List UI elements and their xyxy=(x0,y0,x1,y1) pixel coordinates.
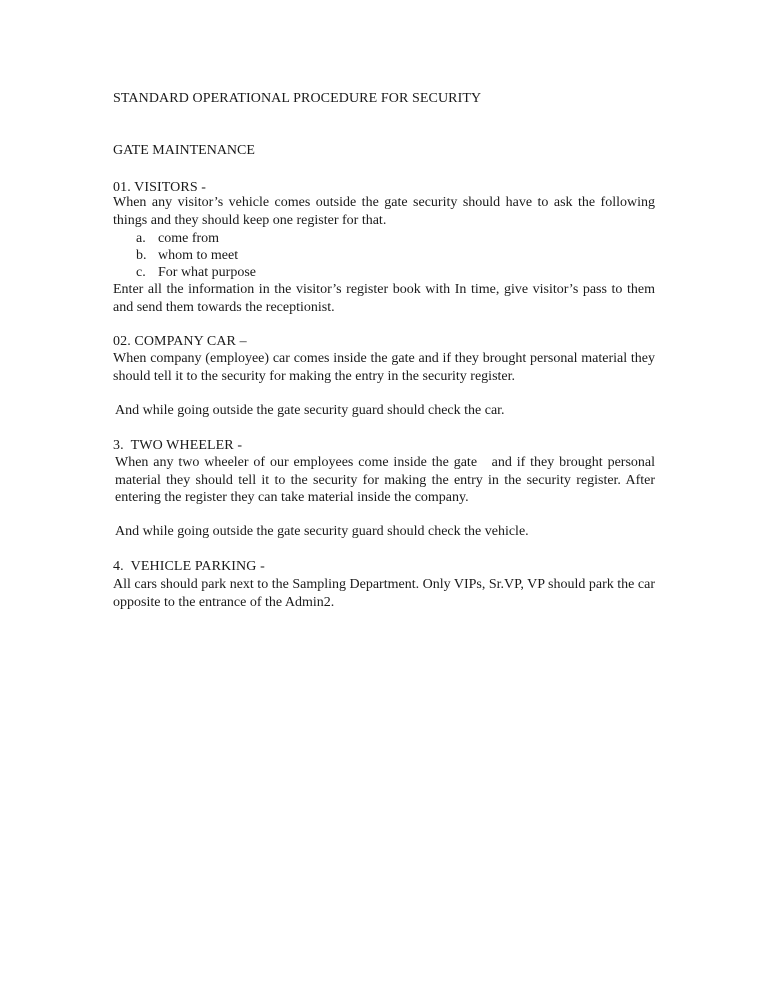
list-item xyxy=(136,247,678,264)
company-car-heading: 02. COMPANY CAR – xyxy=(113,334,247,349)
visitors-question-list xyxy=(113,230,678,281)
list-item xyxy=(136,264,678,281)
two-wheeler-heading: 3. TWO WHEELER - xyxy=(113,438,243,453)
list-item xyxy=(136,230,678,247)
visitors-intro-paragraph: When any visitor’s vehicle comes outside the gate security should have to ask the following things and they should keep one register for that. xyxy=(113,195,655,228)
vehicle-parking-paragraph: All cars should park next to the Sampling Department. Only VIPs, Sr.VP, VP should park the car opposite to the entrance of the Admin2. xyxy=(113,577,655,610)
visitors-heading: 01. VISITORS - xyxy=(113,180,207,195)
two-wheeler-paragraph: When any two wheeler of our employees come inside the gate and if they brought personal material they should tell it to the security for making the entry in the security register. After entering the register they can take material inside the company. xyxy=(115,455,659,505)
list-item-text: For what purpose xyxy=(158,265,256,280)
document-title: STANDARD OPERATIONAL PROCEDURE FOR SECURITY xyxy=(113,91,482,106)
vehicle-parking-heading: 4. VEHICLE PARKING - xyxy=(113,559,265,574)
list-marker: b. xyxy=(136,248,147,263)
list-marker: c. xyxy=(136,265,146,280)
visitors-outro-paragraph: Enter all the information in the visitor’s register book with In time, give visitor’s pass to them and send them towards the receptionist. xyxy=(113,282,655,315)
two-wheeler-check-paragraph: And while going outside the gate security guard should check the vehicle. xyxy=(115,524,529,539)
company-car-check-paragraph: And while going outside the gate security guard should check the car. xyxy=(115,403,505,418)
company-car-paragraph: When company (employee) car comes inside the gate and if they brought personal material they should tell it to the security for making the entry in the security register. xyxy=(113,351,655,384)
list-item-text: come from xyxy=(158,231,220,246)
section-title: GATE MAINTENANCE xyxy=(113,143,255,158)
list-marker: a. xyxy=(136,231,146,246)
list-item-text: whom to meet xyxy=(158,248,239,263)
